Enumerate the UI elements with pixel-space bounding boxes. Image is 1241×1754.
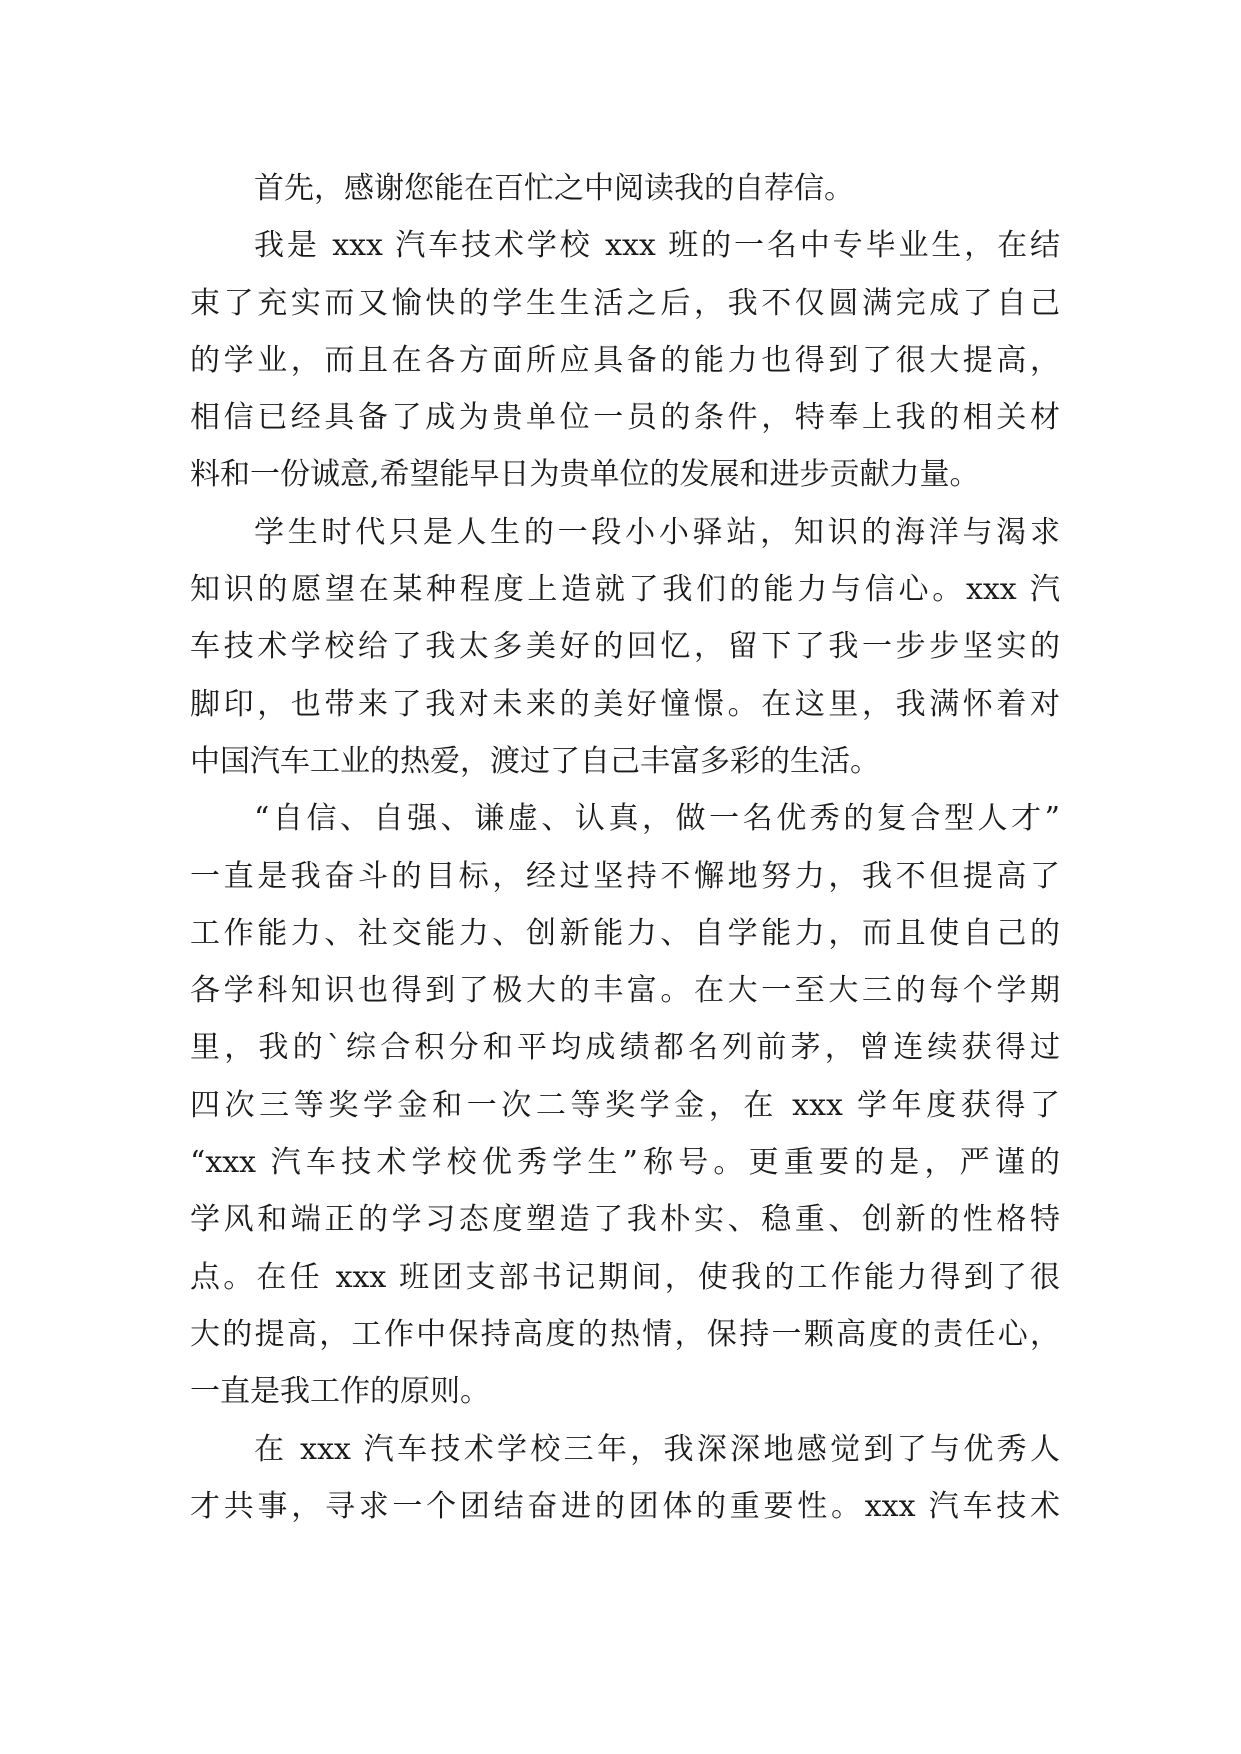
text-line: 料和一份诚意,希望能早日为贵单位的发展和进步贡献力量。 <box>190 457 980 493</box>
text-line: 知识的愿望在某种程度上造就了我们的能力与信心。xxx 汽 <box>190 572 1060 608</box>
text-line: “xxx 汽车技术学校优秀学生”称号。更重要的是，严谨的 <box>190 1145 1060 1181</box>
text-line: 首先，感谢您能在百忙之中阅读我的自荐信。 <box>254 171 854 206</box>
text-line: 四次三等奖学金和一次二等奖学金，在 xxx 学年度获得了 <box>190 1087 1060 1123</box>
text-line: 点。在任 xxx 班团支部书记期间，使我的工作能力得到了很 <box>190 1259 1060 1295</box>
text-line: 大的提高，工作中保持高度的热情，保持一颗高度的责任心， <box>190 1316 1060 1352</box>
text-line: 束了充实而又愉快的学生生活之后，我不仅圆满完成了自己 <box>190 285 1060 321</box>
text-line: 的学业，而且在各方面所应具备的能力也得到了很大提高， <box>190 342 1060 378</box>
letter-body <box>190 160 1060 1535</box>
text-line: 在 xxx 汽车技术学校三年，我深深地感觉到了与优秀人 <box>254 1431 1060 1467</box>
text-line: 中国汽车工业的热爱，渡过了自己丰富多彩的生活。 <box>190 743 880 779</box>
text-line: 里，我的`综合积分和平均成绩都名列前茅，曾连续获得过 <box>190 1030 1060 1066</box>
text-line: 工作能力、社交能力、创新能力、自学能力，而且使自己的 <box>190 915 1060 951</box>
text-line: “自信、自强、谦虚、认真，做一名优秀的复合型人才” <box>254 801 1060 837</box>
text-line: 各学科知识也得到了极大的丰富。在大一至大三的每个学期 <box>190 973 1060 1009</box>
text-line: 一直是我工作的原则。 <box>190 1374 490 1410</box>
text-line: 一直是我奋斗的目标，经过坚持不懈地努力，我不但提高了 <box>190 858 1060 894</box>
text-line: 车技术学校给了我太多美好的回忆，留下了我一步步坚实的 <box>190 629 1060 665</box>
text-line: 脚印，也带来了我对未来的美好憧憬。在这里，我满怀着对 <box>190 686 1060 722</box>
text-line: 才共事，寻求一个团结奋进的团体的重要性。xxx 汽车技术 <box>190 1488 1060 1524</box>
text-line: 学生时代只是人生的一段小小驿站，知识的海洋与渴求 <box>254 514 1060 550</box>
text-line: 我是 xxx 汽车技术学校 xxx 班的一名中专毕业生，在结 <box>254 228 1060 264</box>
text-line: 学风和端正的学习态度塑造了我朴实、稳重、创新的性格特 <box>190 1202 1060 1238</box>
text-line: 相信已经具备了成为贵单位一员的条件，特奉上我的相关材 <box>190 400 1060 436</box>
